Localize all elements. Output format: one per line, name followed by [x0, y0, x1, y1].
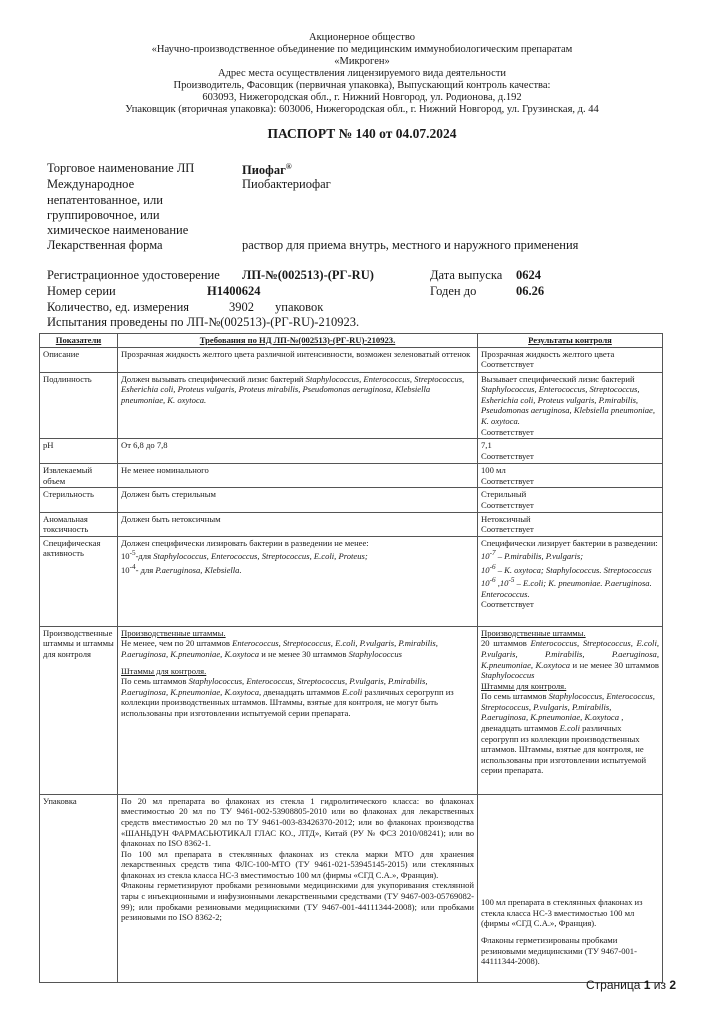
packer-line: Упаковщик (вторичная упаковка): 603006, Нижегородская обл., г. Нижний Новгород, ул. Грузинская, д. 44 — [125, 104, 599, 115]
row-requirement: От 6,8 до 7,8 — [118, 439, 478, 464]
row-requirement: Должен вызывать специфический лизис бактерий Staphylococcus, Enterococcus, Streptococcus, Esherichia coli, Proteus vulgaris, Proteus mirabilis, Pseudomonas aeruginosa, Klebsiella pneumoniae, K. oxytoca. — [118, 372, 478, 439]
dosage-form-label: Лекарственная форма — [47, 238, 163, 252]
table-row — [40, 512, 663, 536]
row-result: 7,1 Соответствует — [478, 439, 663, 464]
producer-line: Производитель, Фасовщик (первичная упаковка), Выпускающий контроль качества: — [173, 80, 551, 91]
table-header-row — [40, 334, 663, 348]
row-name: Подлинность — [40, 372, 118, 439]
org-short-name: «Микроген» — [334, 56, 390, 67]
release-date-value: 0624 — [516, 268, 541, 282]
trade-name-value: Пиофаг® — [242, 162, 292, 178]
row-requirement: Не менее номинального — [118, 464, 478, 488]
page-number: Страница 1 из 2 — [586, 978, 677, 992]
row-requirement: По 20 мл препарата во флаконах из стекла 1 гидролитического класса: во флаконах вместимостью 20 мл по ТУ 9461-002-53908805-2010 или во флаконах для лекарственных средств вместимостью 20 мл по ТУ 9461-003-83426370-2012; или во флаконах производства «ШАНЬДУН ФАРМАСЬЮТИКАЛ ГЛАС КО., ЛТД», Китай (РУ № ФСЗ 2010/08241); или во флаконах по ISO 8362-1. По 100 мл препарата в стеклянных флаконах из стекла марки МТО для хранения лекарственных средств типа ФЛС-100-МТО (ТУ 9461-021-53945145-2015) или стеклянных флаконах из стекла класса НС-3 вместимостью 100 мл (фирмы «СГД С.А.», Франция). Флаконы герметизируют пробками резиновыми медицинскими для укупоривания стеклянной тары с инъекционными и инфузионными лекарственными средствами (ТУ 9467-003-05769082-99); или пробками резиновыми медицинскими (ТУ 9467-001-44111344-2008); или пробками резиновыми по ISO 8362-2; — [118, 794, 478, 982]
header-requirements: Требования по НД ЛП-№(002513)-(РГ-RU)-210923. — [118, 334, 478, 348]
header-indicator: Показатели — [40, 334, 118, 348]
inn-label-3: группировочное, или — [47, 208, 160, 222]
release-date-label: Дата выпуска — [430, 268, 503, 282]
row-requirement: Производственные штаммы. Не менее, чем по 20 штаммов Enterococcus, Streptococcus, E.coli, P.vulgaris, P.mirabilis, P.aeruginosa, K.pneumoniae, K.oxytoca и не менее 30 штаммов Staphylococcus Штаммы для контроля. По семь штаммов Staphylococcus, Enterococcus, Streptococcus, P.vulgaris, P.mirabilis, P.aeruginosa, K.pneumoniae, K.oxytoca, двенадцать штаммов E.coli различных серогрупп из коллекции производственных штаммов. Штаммы, взятые для контроля, не могут быть использованы при изготовлении испытуемой серии препарата. — [118, 626, 478, 794]
row-result: Производственные штаммы. 20 штаммов Enterococcus, Streptococcus, E.coli, P.vulgaris, P.mirabilis, P.aeruginosa, K.pneumoniae, K.oxytoca и не менее 30 штаммов Staphylococcus Штаммы для контроля. По семь штаммов Staphylococcus, Enterococcus, Streptococcus, P.vulgaris, P.mirabilis, P.aeruginosa, K.pneumoniae, K.oxytoca , двенадцать штаммов E.coli различных серогрупп из коллекции производственных штаммов. Штаммы, взятые для контроля, не использованы при изготовлении испытуемой серии препарата. — [478, 626, 663, 794]
org-type: Акционерное общество — [309, 32, 415, 43]
row-name: Извлекаемый объем — [40, 464, 118, 488]
inn-label-1: Международное — [47, 177, 135, 191]
series-label: Номер серии — [47, 284, 116, 298]
header-results: Результаты контроля — [478, 334, 663, 348]
quantity-label: Количество, ед. измерения — [47, 300, 190, 314]
registration-value: ЛП-№(002513)-(РГ-RU) — [242, 268, 374, 282]
row-result: Нетоксичный Соответствует — [478, 512, 663, 536]
table-row — [40, 439, 663, 464]
row-result: Стерильный Соответствует — [478, 488, 663, 512]
registration-label: Регистрационное удостоверение — [47, 268, 220, 282]
inn-label-4: химическое наименование — [47, 223, 189, 237]
row-result: 100 мл препарата в стеклянных флаконах из стекла класса НС-3 вместимостью 100 мл (фирмы «СГД С.А.», Франция). Флаконы герметизированы пробками резиновыми медицинскими (ТУ 9467-001-44111344-2008). — [478, 794, 663, 982]
row-name: Стерильность — [40, 488, 118, 512]
table-row — [40, 372, 663, 439]
row-name: Аномальная токсичность — [40, 512, 118, 536]
producer-address: 603093, Нижегородская обл., г. Нижний Новгород, ул. Родионова, д.192 — [202, 92, 522, 103]
quality-table — [39, 333, 663, 983]
row-requirement: Должен быть стерильным — [118, 488, 478, 512]
expiry-value: 06.26 — [516, 284, 545, 298]
row-name: Описание — [40, 347, 118, 372]
row-name: Производственные штаммы и штаммы для контроля — [40, 626, 118, 794]
row-result: 100 мл Соответствует — [478, 464, 663, 488]
trade-name-label: Торговое наименование ЛП — [47, 161, 195, 175]
tests-note: Испытания проведены по ЛП-№(002513)-(РГ-RU)-210923. — [47, 315, 360, 329]
expiry-label: Годен до — [430, 284, 477, 298]
inn-label-2: непатентованное, или — [47, 193, 163, 207]
table-row — [40, 464, 663, 488]
row-result: Прозрачная жидкость желтого цвета Соответствует — [478, 347, 663, 372]
quantity-value: 3902 — [229, 300, 254, 314]
quantity-unit: упаковок — [275, 300, 324, 314]
row-name: Упаковка — [40, 794, 118, 982]
org-full-name: «Научно-производственное объединение по медицинским иммунобиологическим препаратам — [151, 44, 573, 55]
address-heading: Адрес места осуществления лицензируемого вида деятельности — [217, 68, 507, 79]
table-row — [40, 626, 663, 794]
row-result: Специфически лизирует бактерии в разведении: $10^{-7}$ – P.mirabilis, P.vulgaris; $10^{-6}$ – K. oxytoca; Staphylococcus. Streptococcus $10^{-6}$ $,10^{-5}$ – E.coli; K. pneumoniae. P.aeruginosa. Enterococcus. Соответствует — [478, 536, 663, 626]
table-row — [40, 794, 663, 982]
table-row — [40, 488, 663, 512]
row-result: Вызывает специфический лизис бактерий Staphylococcus, Enterococcus, Streptococcus, Esherichia coli, Proteus vulgaris, P.mirabilis, Pseudomonas aeruginosa, Klebsiella pneumoniae, K. oxytoca. Соответствует — [478, 372, 663, 439]
dosage-form-value: раствор для приема внутрь, местного и наружного применения — [242, 238, 579, 252]
row-name: pH — [40, 439, 118, 464]
series-value: Н1400624 — [207, 284, 261, 298]
passport-title: ПАСПОРТ № 140 от 04.07.2024 — [267, 126, 457, 141]
row-name: Специфическая активность — [40, 536, 118, 626]
table-row — [40, 536, 663, 626]
table-row — [40, 347, 663, 372]
row-requirement: Должен быть нетоксичным — [118, 512, 478, 536]
row-requirement: Должен специфически лизировать бактерии в разведении не менее: $10^{-5}$-для Staphylococcus, Enterococcus, Streptococcus, E.coli, Proteus; $10^{-4}-$ для P.aeruginosa, Klebsiella. — [118, 536, 478, 626]
row-requirement: Прозрачная жидкость желтого цвета различной интенсивности, возможен зеленоватый оттенок — [118, 347, 478, 372]
inn-value: Пиобактериофаг — [242, 177, 331, 191]
